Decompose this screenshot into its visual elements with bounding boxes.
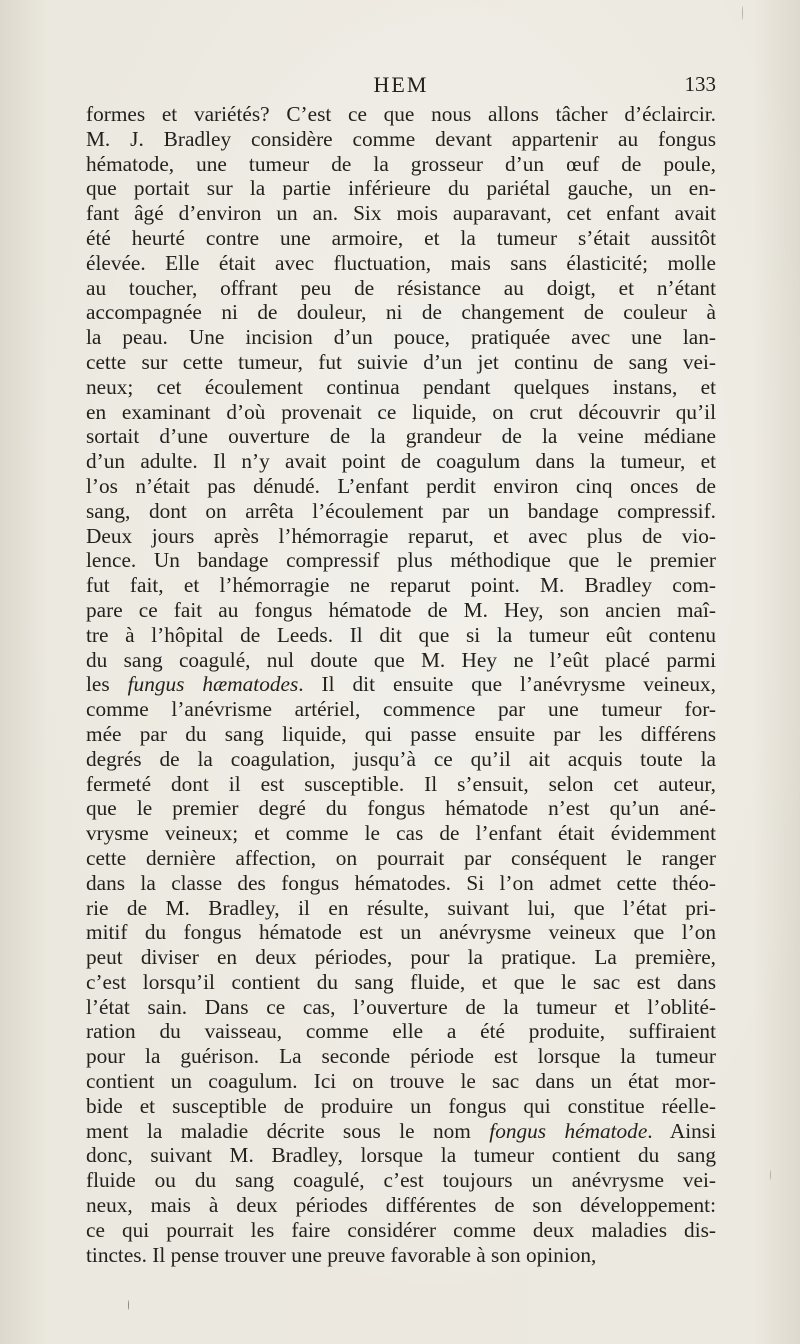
text-segment: M. J. Bradley considère comme devant appartenir au fongus <box>86 126 716 151</box>
text-segment: hématode, une tumeur de la grosseur d’un œuf de poule, <box>86 151 716 176</box>
text-segment: fut fait, et l’hémorragie ne reparut point. M. Bradley com- <box>86 573 716 598</box>
text-segment: tinctes. Il pense trouver une preuve favorable à son opinion, <box>86 1242 597 1267</box>
text-line <box>86 1044 716 1069</box>
text-line <box>86 375 716 400</box>
text-segment: ce qui pourrait les faire considérer comme deux maladies dis- <box>86 1217 716 1242</box>
paper-mark <box>770 1170 771 1180</box>
text-line <box>86 796 716 821</box>
text-segment: c’est lorsqu’il contient du sang fluide, et que le sac est dans <box>86 969 716 994</box>
text-segment: pour la guérison. La seconde période est lorsque la tumeur <box>86 1044 716 1069</box>
text-line <box>86 846 716 871</box>
text-segment: pare ce fait au fongus hématode de M. Hey, son ancien maî- <box>86 597 716 622</box>
text-segment: accompagnée ni de douleur, ni de changement de couleur à <box>86 300 716 325</box>
text-line <box>86 722 716 747</box>
text-line <box>86 920 716 945</box>
text-line <box>86 598 716 623</box>
text-line <box>86 573 716 598</box>
text-segment: été heurté contre une armoire, et la tumeur s’était aussitôt <box>86 225 716 250</box>
text-line <box>86 400 716 425</box>
text-segment: sortait d’une ouverture de la grandeur de la veine médiane <box>86 424 716 449</box>
text-segment: que le premier degré du fongus hématode n’est qu’un ané- <box>86 796 716 821</box>
text-segment: tre à l’hôpital de Leeds. Il dit que si la tumeur eût contenu <box>86 622 716 647</box>
text-line <box>86 1094 716 1119</box>
text-segment: fluide ou du sang coagulé, c’est toujours un anévrysme vei- <box>86 1168 716 1193</box>
text-segment: neux, mais à deux périodes différentes de son développement: <box>86 1193 716 1218</box>
text-segment: ment la maladie décrite sous le nom <box>86 1118 490 1143</box>
text-segment: fermeté dont il est susceptible. Il s’ensuit, selon cet auteur, <box>86 771 716 796</box>
text-line <box>86 896 716 921</box>
text-line <box>86 945 716 970</box>
text-line <box>86 970 716 995</box>
text-segment: cette sur cette tumeur, fut suivie d’un jet continu de sang vei- <box>86 349 716 374</box>
text-line <box>86 424 716 449</box>
text-segment: . Ainsi <box>647 1118 716 1143</box>
text-segment: mitif du fongus hématode est un anévrysme veineux que l’on <box>86 920 716 945</box>
text-line <box>86 1168 716 1193</box>
paper-mark <box>128 1300 129 1310</box>
text-line <box>86 1243 716 1268</box>
text-line <box>86 127 716 152</box>
text-line <box>86 672 716 697</box>
text-segment: que portait sur la partie inférieure du pariétal gauche, un en- <box>86 176 716 201</box>
text-segment: en examinant d’où provenait ce liquide, on crut découvrir qu’il <box>86 399 716 424</box>
text-segment: l’état sain. Dans ce cas, l’ouverture de la tumeur et l’oblité- <box>86 994 716 1019</box>
text-line <box>86 747 716 772</box>
italic-term: fongus hématode <box>489 1118 648 1143</box>
text-segment: du sang coagulé, nul doute que M. Hey ne l’eût placé parmi <box>86 647 716 672</box>
text-segment: la peau. Une incision d’un pouce, pratiquée avec une lan- <box>86 325 716 350</box>
page-header <box>86 72 716 100</box>
text-segment: l’os n’était pas dénudé. L’enfant perdit environ cinq onces de <box>86 473 716 498</box>
text-line <box>86 524 716 549</box>
text-line <box>86 995 716 1020</box>
text-line <box>86 300 716 325</box>
page-number: 133 <box>684 72 716 96</box>
text-segment: au toucher, offrant peu de résistance au doigt, et n’étant <box>86 275 716 300</box>
text-line <box>86 1143 716 1168</box>
text-line <box>86 499 716 524</box>
text-line <box>86 648 716 673</box>
body-text <box>86 102 716 1267</box>
text-line <box>86 623 716 648</box>
text-segment: contient un coagulum. Ici on trouve le sac dans un état mor- <box>86 1069 716 1094</box>
paper-mark <box>742 6 743 20</box>
text-segment: dans la classe des fongus hématodes. Si l’on admet cette théo- <box>86 870 716 895</box>
text-line <box>86 548 716 573</box>
text-segment: cette dernière affection, on pourrait par conséquent le ranger <box>86 845 716 870</box>
text-line <box>86 201 716 226</box>
text-line <box>86 474 716 499</box>
text-line <box>86 1218 716 1243</box>
text-segment: vrysme veineux; et comme le cas de l’enfant était évidemment <box>86 821 716 846</box>
text-segment: mée par du sang liquide, qui passe ensuite par les différens <box>86 721 716 746</box>
text-segment: bide et susceptible de produire un fongus qui constitue réelle- <box>86 1093 716 1118</box>
text-line <box>86 350 716 375</box>
text-segment: Deux jours après l’hémorragie reparut, et avec plus de vio- <box>86 523 716 548</box>
text-segment: les <box>86 672 128 697</box>
running-title: HEM <box>373 72 429 97</box>
text-line <box>86 1193 716 1218</box>
text-line <box>86 871 716 896</box>
text-segment: donc, suivant M. Bradley, lorsque la tumeur contient du sang <box>86 1143 716 1168</box>
text-line <box>86 821 716 846</box>
text-line <box>86 449 716 474</box>
text-segment: neux; cet écoulement continua pendant quelques instans, et <box>86 374 716 399</box>
text-line <box>86 325 716 350</box>
text-segment: fant âgé d’environ un an. Six mois auparavant, cet enfant avait <box>86 201 716 226</box>
text-segment: rie de M. Bradley, il en résulte, suivant lui, que l’état pri- <box>86 895 716 920</box>
text-line <box>86 226 716 251</box>
text-line <box>86 102 716 127</box>
italic-term: fungus hæmatodes <box>127 672 299 697</box>
text-segment: d’un adulte. Il n’y avait point de coagulum dans la tumeur, et <box>86 449 716 474</box>
text-line <box>86 1119 716 1144</box>
text-segment: . Il dit ensuite que l’anévrysme veineux, <box>298 672 716 697</box>
text-segment: degrés de la coagulation, jusqu’à ce qu’il ait acquis toute la <box>86 746 716 771</box>
text-line <box>86 152 716 177</box>
text-line <box>86 251 716 276</box>
text-line <box>86 176 716 201</box>
text-line <box>86 1069 716 1094</box>
text-segment: sang, dont on arrêta l’écoulement par un bandage compressif. <box>86 498 716 523</box>
text-segment: ration du vaisseau, comme elle a été produite, suffiraient <box>86 1019 716 1044</box>
text-segment: lence. Un bandage compressif plus méthodique que le premier <box>86 548 716 573</box>
text-line <box>86 1019 716 1044</box>
text-line <box>86 697 716 722</box>
text-segment: comme l’anévrisme artériel, commence par une tumeur for- <box>86 697 716 722</box>
text-line <box>86 772 716 797</box>
text-segment: formes et variétés? C’est ce que nous allons tâcher d’éclaircir. <box>86 102 716 126</box>
text-segment: peut diviser en deux périodes, pour la pratique. La première, <box>86 945 716 970</box>
text-segment: élevée. Elle était avec fluctuation, mais sans élasticité; molle <box>86 250 716 275</box>
text-line <box>86 276 716 301</box>
